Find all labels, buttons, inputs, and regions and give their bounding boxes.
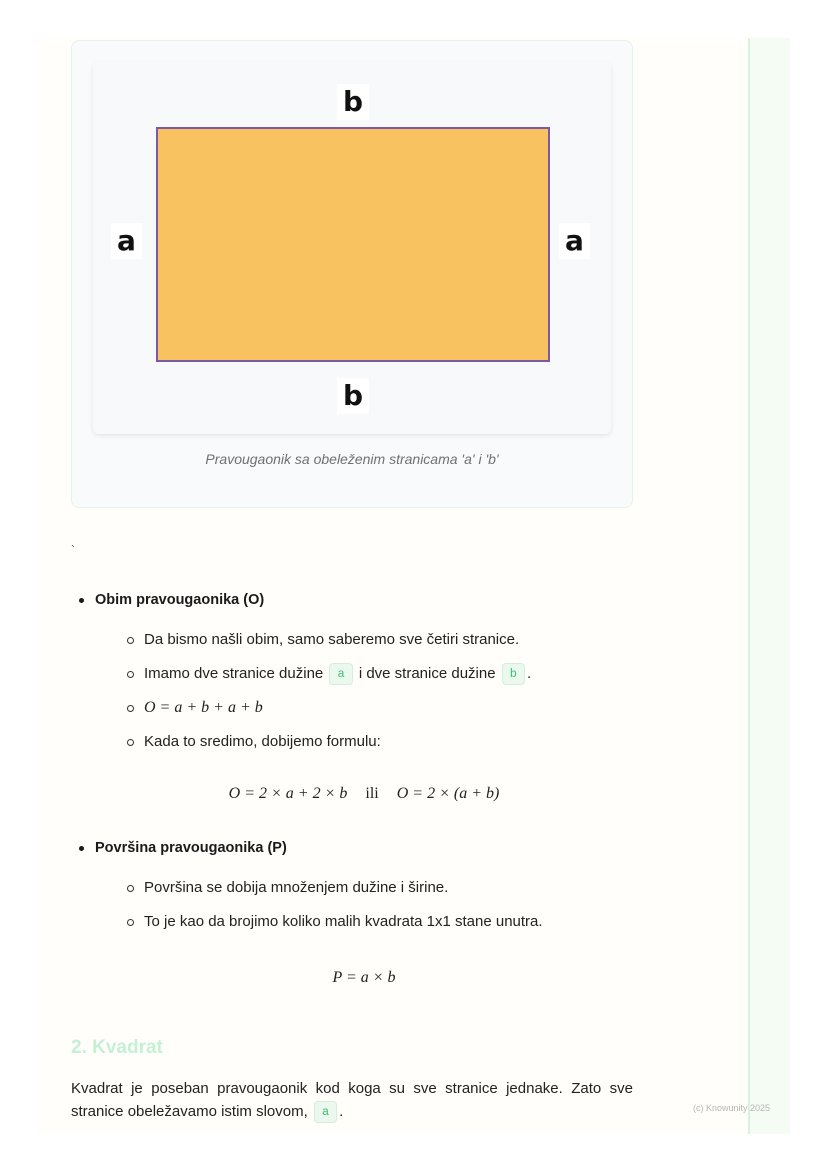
formula-left: O = 2 × a + 2 × b [228,785,348,802]
list-item-perimeter [71,585,633,809]
side-label-left: a [111,223,142,259]
paragraph-text: Kvadrat je poseban pravougaonik kod koga su sve stranice jednake. Zato sve stranice obeležavamo istim slovom, [71,1080,633,1120]
list-item [95,623,633,657]
figure-caption: Pravougaonik sa obeleženim stranicama 'a' i 'b' [205,451,499,467]
inline-code-b: b [502,663,525,685]
content-body [71,585,633,993]
figure-card [71,40,633,508]
side-label-top: b [337,84,369,120]
inline-code-a: a [329,663,352,685]
footer-credit: (c) Knowunity 2025 [693,1103,771,1113]
list-item [95,871,633,905]
rectangle-shape [156,127,550,362]
side-label-right: a [559,223,590,259]
list-item-text: Da bismo našli obim, samo saberemo sve četiri stranice. [144,631,520,648]
list-item [95,691,633,725]
side-rail [748,38,790,1134]
formula-connector: ili [365,785,379,802]
perimeter-formula [95,779,633,809]
punctuation: . [339,1103,344,1120]
list-item-text: i dve stranice dužine [358,665,496,682]
formula-right: O = 2 × (a + b) [396,785,500,802]
section-heading-square: 2. Kvadrat [71,1037,163,1058]
area-title: Površina pravougaonika (P) [95,840,287,856]
list-item-area [71,833,633,993]
list-item [95,725,633,759]
square-paragraph [71,1077,633,1123]
list-item-text: Imamo dve stranice dužine [144,665,324,682]
main-list [71,585,633,993]
rectangle-diagram [93,62,611,434]
side-label-bottom: b [337,378,369,414]
list-item-text: Površina se dobija množenjem dužine i širine. [144,879,449,896]
inline-code-a: a [314,1101,337,1123]
punctuation: . [526,665,532,682]
list-item-text: Kada to sredimo, dobijemo formulu: [144,733,381,750]
area-formula: P = a × b [332,969,396,986]
stray-mark: ` [71,543,75,557]
list-item [95,657,633,691]
list-item [95,905,633,939]
inline-math: O = a + b + a + b [144,699,263,716]
perimeter-sub-list [95,623,633,759]
area-sub-list [95,871,633,939]
perimeter-title: Obim pravougaonika (O) [95,592,265,608]
list-item-text: To je kao da brojimo koliko malih kvadrata 1x1 stane unutra. [144,913,543,930]
